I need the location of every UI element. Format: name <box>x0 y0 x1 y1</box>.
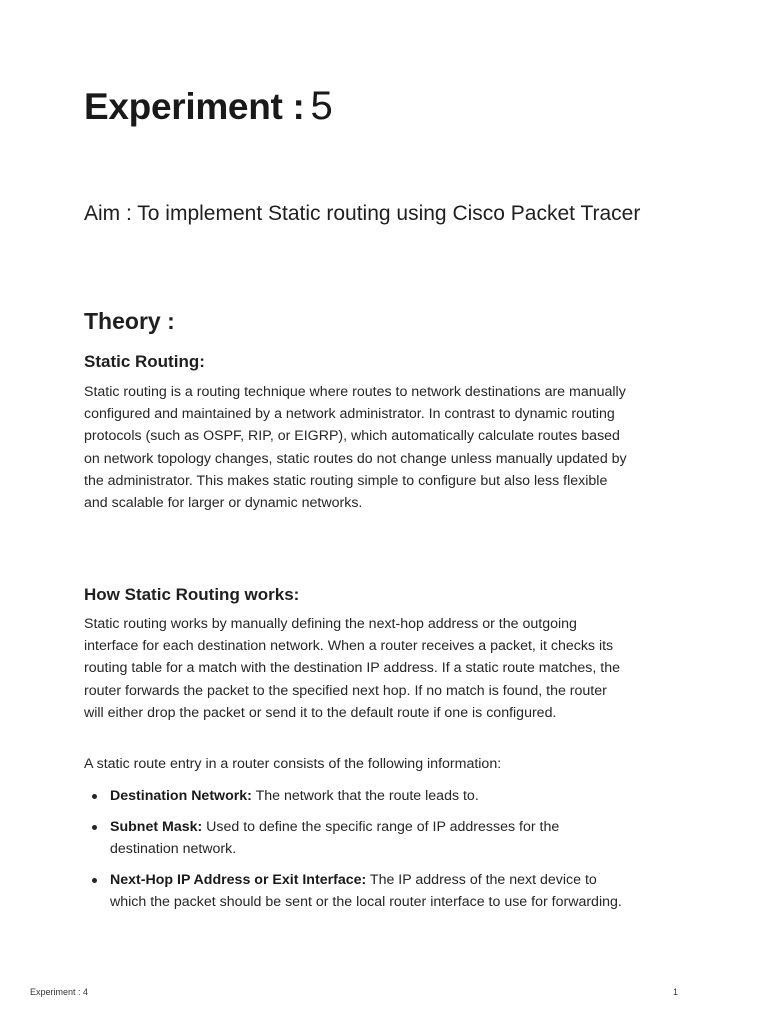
bullet-text: The IP address of the next device to which the packet should be sent or the local router interface to use for forwarding. <box>110 872 622 910</box>
bullet-text: Used to define the specific range of IP addresses for the destination network. <box>110 819 560 857</box>
bullet-icon <box>92 794 97 799</box>
bullet-icon <box>92 878 97 883</box>
static-routing-heading: Static Routing: <box>84 352 205 371</box>
bullet-term: Next-Hop IP Address or Exit Interface: <box>110 872 367 888</box>
list-item <box>84 785 629 807</box>
page-title-label: Experiment : <box>84 86 305 127</box>
list-item <box>84 869 629 913</box>
bullet-term: Subnet Mask: <box>110 819 203 835</box>
page-number: 1 <box>672 987 678 997</box>
experiment-number: 5 <box>310 84 333 128</box>
static-route-entry-intro: A static route entry in a router consists of the following information: <box>84 756 502 772</box>
how-static-routing-works-paragraph: Static routing works by manually defining the next-hop address or the outgoing interface for each destination network. When a router receives a packet, it checks its routing table for a match with the destination IP address. If a static route matches, the router forwards the packet to the specified next hop. If no match is found, the router will either drop the packet or send it to the default route if one is configured. <box>84 616 621 721</box>
bullet-term: Destination Network: <box>110 788 252 804</box>
bullet-text: The network that the route leads to. <box>251 788 479 804</box>
aim-heading: Aim : To implement Static routing using Cisco Packet Tracer <box>84 202 641 225</box>
static-routing-paragraph: Static routing is a routing technique where routes to network destinations are manually configured and maintained by a network administrator. In contrast to dynamic routing protocols (such as OSPF, RIP, or EIGRP), which automatically calculate routes based on network topology changes, static routes do not change unless manually updated by the administrator. This makes static routing simple to configure but also less flexible and scalable for larger or dynamic networks. <box>84 384 627 512</box>
page-title <box>84 80 332 133</box>
static-route-entry-list <box>84 785 629 922</box>
theory-heading: Theory : <box>84 308 175 334</box>
how-static-routing-works-heading: How Static Routing works: <box>84 585 300 604</box>
footer-document-title: Experiment : 4 <box>30 987 89 997</box>
list-item <box>84 816 629 860</box>
bullet-icon <box>92 825 97 830</box>
